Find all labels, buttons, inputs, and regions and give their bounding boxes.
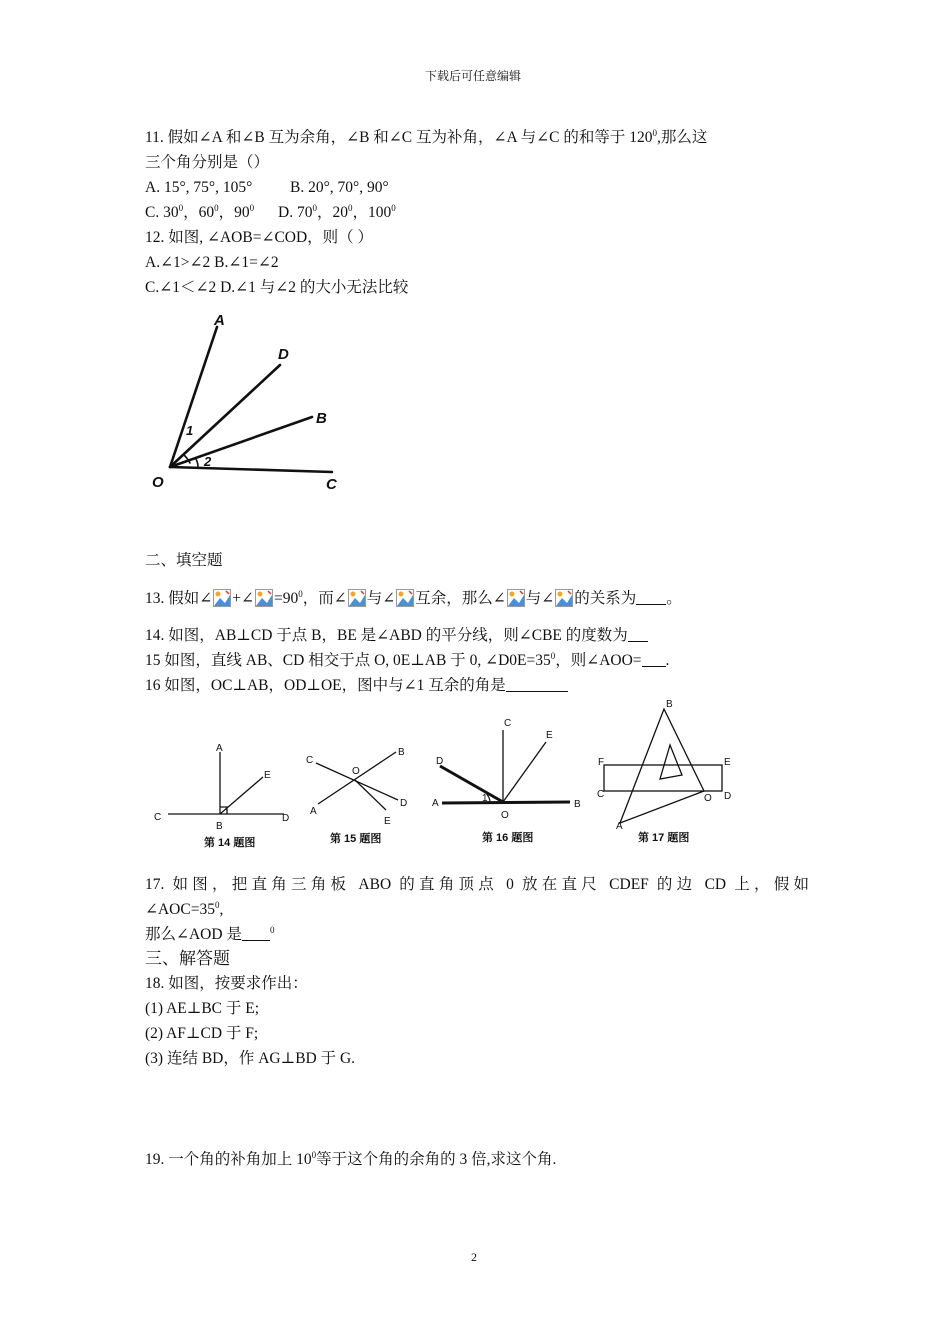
figure-16 [428, 708, 588, 853]
q18-item1: (1) AE⊥BC 于 E; [145, 1000, 260, 1017]
section-2-title: 二、填空题 [145, 552, 223, 569]
q18-item2: (2) AF⊥CD 于 F; [145, 1025, 259, 1042]
label-d: D [724, 791, 732, 802]
label-angle-1: 1 [482, 793, 488, 804]
label-o: O [352, 766, 360, 777]
q13-part5: 与∠ [366, 590, 396, 607]
degree-sup: 0 [214, 203, 219, 213]
ray-oc [170, 467, 332, 472]
label-e: E [384, 816, 391, 827]
degree-sup: 0 [311, 1150, 317, 1160]
q13-part2: +∠ [232, 590, 254, 607]
label-a: A [616, 821, 623, 832]
q13-part4: ，而∠ [302, 590, 347, 607]
label-d: D [436, 756, 444, 767]
q17-line1: 17. 如图，把直角三角板 ABO 的直角顶点 0 放在直尺 CDEF 的边 CD 上，假如 [145, 876, 809, 893]
q11-line1-text: 11. 假如∠A 和∠B 互为余角，∠B 和∠C 互为补角，∠A 与∠C 的和等于 120 [145, 129, 653, 146]
figure-16-caption: 第 16 题图 [482, 832, 534, 844]
q17-line2 [145, 900, 223, 920]
label-b: B [316, 410, 327, 427]
label-c: C [597, 789, 605, 800]
q15-text: 15 如图，直线 AB、CD 相交于点 O, 0E⊥AB 于 0, ∠D0E=35 [145, 652, 551, 669]
q11-optd-mid1: ，20 [316, 204, 348, 221]
q15-line [145, 651, 669, 671]
label-a: A [310, 806, 317, 817]
q18-line1: 18. 如图，按要求作出： [145, 975, 308, 992]
answer-blank[interactable] [642, 652, 666, 667]
q19-line [145, 1150, 556, 1170]
degree-sup: 0 [312, 203, 317, 213]
label-b: B [574, 799, 581, 810]
label-c: C [504, 718, 512, 729]
label-a: A [216, 743, 223, 754]
degree-sup: 0 [269, 925, 275, 935]
q12-line1: 12. 如图, ∠AOB=∠COD，则（ ） [145, 229, 374, 246]
label-e: E [546, 730, 553, 741]
label-angle-1: 1 [186, 423, 194, 438]
q11-line1-end: ,那么这 [657, 129, 708, 146]
label-a: A [214, 312, 225, 329]
label-angle-2: 2 [204, 454, 212, 469]
broken-image-icon [348, 589, 366, 607]
label-d: D [400, 798, 408, 809]
q11-optd-mid2: ，100 [352, 204, 392, 221]
angle-arc-2 [196, 459, 198, 467]
q11-optc-mid2: ，90 [218, 204, 250, 221]
q11-optc-pre: C. 30 [145, 204, 179, 221]
answer-blank[interactable] [242, 926, 270, 941]
degree-sup: 0 [652, 128, 658, 138]
q13-part8: 的关系为 [574, 590, 637, 607]
q12-line3: C.∠1＜∠2 D.∠1 与∠2 的大小无法比较 [145, 279, 409, 296]
answer-blank[interactable] [636, 590, 666, 605]
q11-optc-mid1: ，60 [183, 204, 215, 221]
q13-part7: 与∠ [525, 590, 555, 607]
label-a: A [432, 798, 439, 809]
label-d: D [282, 813, 290, 824]
q17-line2-end: , [219, 901, 224, 918]
broken-image-icon [213, 589, 231, 607]
q11-option-d [278, 203, 396, 223]
figure-14-caption: 第 14 题图 [204, 837, 256, 849]
degree-sup: 0 [550, 651, 556, 661]
label-b: B [398, 747, 405, 758]
label-o: O [704, 793, 712, 804]
q11-line2: 三个角分别是（） [145, 154, 270, 171]
q14-text: 14. 如图，AB⊥CD 于点 B，BE 是∠ABD 的平分线，则∠CBE 的度数为 [145, 627, 628, 644]
q13-part3: =90 [273, 590, 299, 607]
q16-text: 16 如图，OC⊥AB，OD⊥OE，图中与∠1 互余的角是 [145, 677, 506, 694]
q17-line3 [145, 925, 274, 945]
q11-option-c [145, 203, 254, 223]
q12-angle-figure [140, 305, 370, 500]
q12-line2: A.∠1>∠2 B.∠1=∠2 [145, 254, 279, 271]
q17-line2-text: ∠AOC=35 [145, 901, 215, 918]
figure-15 [300, 738, 420, 853]
q11-line1 [145, 128, 707, 148]
q16-line [145, 676, 568, 696]
label-d: D [278, 346, 289, 363]
degree-sup: 0 [178, 203, 184, 213]
label-o: O [152, 474, 164, 491]
q13-part6: 互余，那么∠ [415, 590, 506, 607]
label-c: C [154, 812, 162, 823]
q13-part9: 。 [666, 590, 682, 607]
degree-sup: 0 [298, 589, 303, 599]
degree-sup: 0 [391, 203, 396, 213]
page-number: 2 [471, 1250, 477, 1264]
figure-14 [148, 738, 296, 853]
degree-sup: 0 [214, 900, 220, 910]
figure-15-caption: 第 15 题图 [330, 833, 382, 845]
q14-line [145, 626, 648, 646]
q17-line3-text: 那么∠AOD 是 [145, 926, 242, 943]
label-b: B [666, 699, 673, 710]
q15-end: ，则∠AOO= [555, 652, 642, 669]
label-c: C [326, 476, 337, 493]
page-header: 下载后可任意编辑 [425, 69, 522, 83]
degree-sup: 0 [249, 203, 255, 213]
label-f: F [598, 757, 605, 768]
q11-option-b: B. 20°, 70°, 90° [290, 179, 389, 196]
q13-line [145, 589, 682, 609]
broken-image-icon [396, 589, 414, 607]
broken-image-icon [255, 589, 273, 607]
label-c: C [306, 755, 314, 766]
label-e: E [264, 770, 271, 781]
q11-optd-pre: D. 70 [278, 204, 313, 221]
q18-item3: (3) 连结 BD，作 AG⊥BD 于 G. [145, 1050, 356, 1067]
figure-17 [592, 695, 742, 853]
answer-blank[interactable] [506, 677, 568, 692]
degree-sup: 0 [347, 203, 353, 213]
q15-tail: . [665, 652, 670, 669]
label-o: O [501, 810, 509, 821]
label-b: B [216, 821, 223, 832]
answer-blank[interactable] [628, 627, 648, 642]
section-3-title: 三、解答题 [145, 949, 230, 968]
broken-image-icon [507, 589, 525, 607]
q19-text: 19. 一个角的补角加上 10 [145, 1151, 312, 1168]
q11-option-a: A. 15°, 75°, 105° [145, 179, 253, 196]
figure-17-caption: 第 17 题图 [638, 832, 690, 844]
q13-part1: 13. 假如∠ [145, 590, 213, 607]
label-e: E [724, 757, 731, 768]
broken-image-icon [555, 589, 573, 607]
q19-end: 等于这个角的余角的 3 倍,求这个角. [316, 1151, 557, 1168]
